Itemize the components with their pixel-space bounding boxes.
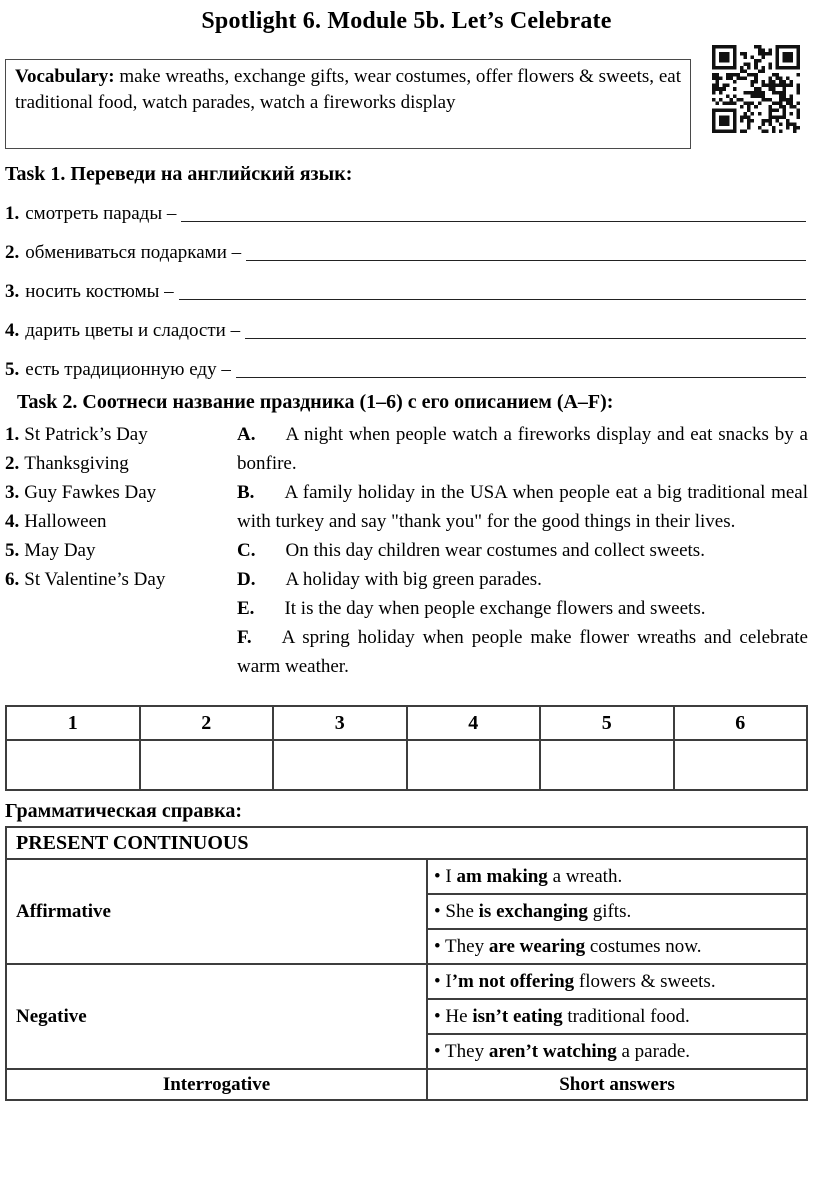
holiday-name: Thanksgiving <box>24 453 129 474</box>
answer-line <box>246 259 806 261</box>
description-list <box>237 420 808 681</box>
holiday-item <box>5 478 237 507</box>
task1-heading: Task 1. Переведи на английский язык: <box>5 163 353 185</box>
task1-item <box>5 320 808 342</box>
example-bold: isn’t eating <box>472 1005 563 1027</box>
answers-blank-cell <box>140 740 274 790</box>
example-sentence <box>427 894 807 929</box>
answers-blank-cell <box>407 740 541 790</box>
description-letter: E. <box>237 598 255 619</box>
holiday-name: St Valentine’s Day <box>24 569 166 590</box>
item-label: смотреть парады – <box>25 203 177 224</box>
description-item <box>237 594 808 623</box>
vocabulary-section <box>5 59 808 155</box>
holiday-item <box>5 565 237 594</box>
qr-code-icon <box>712 45 800 133</box>
answers-table <box>5 705 808 791</box>
description-item <box>237 536 808 565</box>
task1-item <box>5 203 808 225</box>
answers-blank-cell <box>540 740 674 790</box>
task2-heading: Task 2. Соотнеси название праздника (1–6) с его описанием (А–F): <box>17 391 614 413</box>
answer-line <box>179 298 806 300</box>
example-post: a parade. <box>616 1040 691 1062</box>
task1-item <box>5 242 808 264</box>
holiday-number: 3. <box>5 482 20 503</box>
vocabulary-box <box>5 59 691 149</box>
grammar-row <box>6 859 807 894</box>
holiday-number: 6. <box>5 569 20 590</box>
description-text: On this day children wear costumes and collect sweets. <box>285 540 705 561</box>
answers-header-cell: 4 <box>407 706 541 740</box>
answers-blank-cell <box>273 740 407 790</box>
example-bold: ’m not offering <box>451 970 575 992</box>
description-item <box>237 420 808 478</box>
description-letter: F. <box>237 627 252 648</box>
item-number: 5. <box>5 359 20 380</box>
item-label: дарить цветы и сладости – <box>25 320 241 341</box>
answers-header-row <box>6 706 807 740</box>
item-label: обмениваться подарками – <box>25 242 242 263</box>
vocabulary-text: make wreaths, exchange gifts, wear costumes, offer flowers & sweets, eat traditional food, watch parades, watch a fireworks display <box>15 66 681 113</box>
description-item <box>237 623 808 681</box>
example-pre: • I <box>434 970 452 992</box>
grammar-title-row <box>6 827 807 859</box>
description-text: A spring holiday when people make flower wreaths and celebrate warm weather. <box>237 627 808 677</box>
answers-header-cell: 5 <box>540 706 674 740</box>
example-bold: am making <box>456 865 548 887</box>
answers-header-cell: 3 <box>273 706 407 740</box>
item-number: 4. <box>5 320 20 341</box>
description-text: A holiday with big green parades. <box>285 569 542 590</box>
description-text: A family holiday in the USA when people eat a big traditional meal with turkey and say "thank you" for the good things in their lives. <box>237 482 808 532</box>
example-pre: • She <box>434 900 479 922</box>
interrogative-label: Interrogative <box>6 1069 427 1100</box>
holiday-name: Halloween <box>24 511 107 532</box>
answers-blank-row <box>6 740 807 790</box>
description-letter: A. <box>237 424 256 445</box>
answers-blank-cell <box>6 740 140 790</box>
form-label-negative: Negative <box>6 964 427 1069</box>
description-letter: C. <box>237 540 256 561</box>
holiday-number: 4. <box>5 511 20 532</box>
item-label: носить костюмы – <box>25 281 174 302</box>
item-number: 3. <box>5 281 20 302</box>
holiday-number: 5. <box>5 540 20 561</box>
grammar-table-title: PRESENT CONTINUOUS <box>6 827 807 859</box>
example-sentence <box>427 1034 807 1069</box>
example-pre: • They <box>434 935 489 957</box>
holiday-name: May Day <box>24 540 96 561</box>
description-letter: B. <box>237 482 255 503</box>
holiday-name: St Patrick’s Day <box>24 424 148 445</box>
task1-item <box>5 281 808 303</box>
answers-header-cell: 6 <box>674 706 808 740</box>
answer-line <box>181 220 806 222</box>
example-post: traditional food. <box>562 1005 690 1027</box>
holiday-name: Guy Fawkes Day <box>24 482 157 503</box>
answers-blank-cell <box>674 740 808 790</box>
example-bold: is exchanging <box>478 900 588 922</box>
answers-header-cell: 1 <box>6 706 140 740</box>
description-text: It is the day when people exchange flowers and sweets. <box>284 598 706 619</box>
example-sentence <box>427 929 807 964</box>
holiday-item <box>5 449 237 478</box>
grammar-footer-row <box>6 1069 807 1100</box>
page-title: Spotlight 6. Module 5b. Let’s Celebrate <box>201 8 612 34</box>
holiday-number: 2. <box>5 453 20 474</box>
item-number: 1. <box>5 203 20 224</box>
item-number: 2. <box>5 242 20 263</box>
grammar-table <box>5 826 808 1101</box>
item-label: есть традиционную еду – <box>25 359 231 380</box>
short-answers-label: Short answers <box>427 1069 807 1100</box>
example-sentence <box>427 964 807 999</box>
example-bold: aren’t watching <box>488 1040 617 1062</box>
holiday-list <box>5 420 237 681</box>
answers-header-cell: 2 <box>140 706 274 740</box>
answer-line <box>245 337 806 339</box>
task2-matching-section <box>5 420 808 681</box>
example-post: a wreath. <box>547 865 623 887</box>
holiday-item <box>5 420 237 449</box>
example-pre: • I <box>434 865 457 887</box>
example-post: gifts. <box>587 900 632 922</box>
description-item <box>237 478 808 536</box>
form-label-affirmative: Affirmative <box>6 859 427 964</box>
example-sentence <box>427 859 807 894</box>
example-sentence <box>427 999 807 1034</box>
example-post: costumes now. <box>585 935 702 957</box>
description-letter: D. <box>237 569 256 590</box>
example-bold: are wearing <box>488 935 586 957</box>
holiday-item <box>5 507 237 536</box>
example-post: flowers & sweets. <box>574 970 716 992</box>
description-text: A night when people watch a fireworks display and eat snacks by a bonfire. <box>237 424 808 474</box>
task1-item <box>5 359 808 381</box>
answer-line <box>236 376 806 378</box>
holiday-number: 1. <box>5 424 20 445</box>
grammar-heading: Грамматическая справка: <box>5 800 243 822</box>
holiday-item <box>5 536 237 565</box>
example-pre: • They <box>434 1040 489 1062</box>
vocabulary-label: Vocabulary: <box>15 66 115 87</box>
example-pre: • He <box>434 1005 473 1027</box>
description-item <box>237 565 808 594</box>
grammar-row <box>6 964 807 999</box>
